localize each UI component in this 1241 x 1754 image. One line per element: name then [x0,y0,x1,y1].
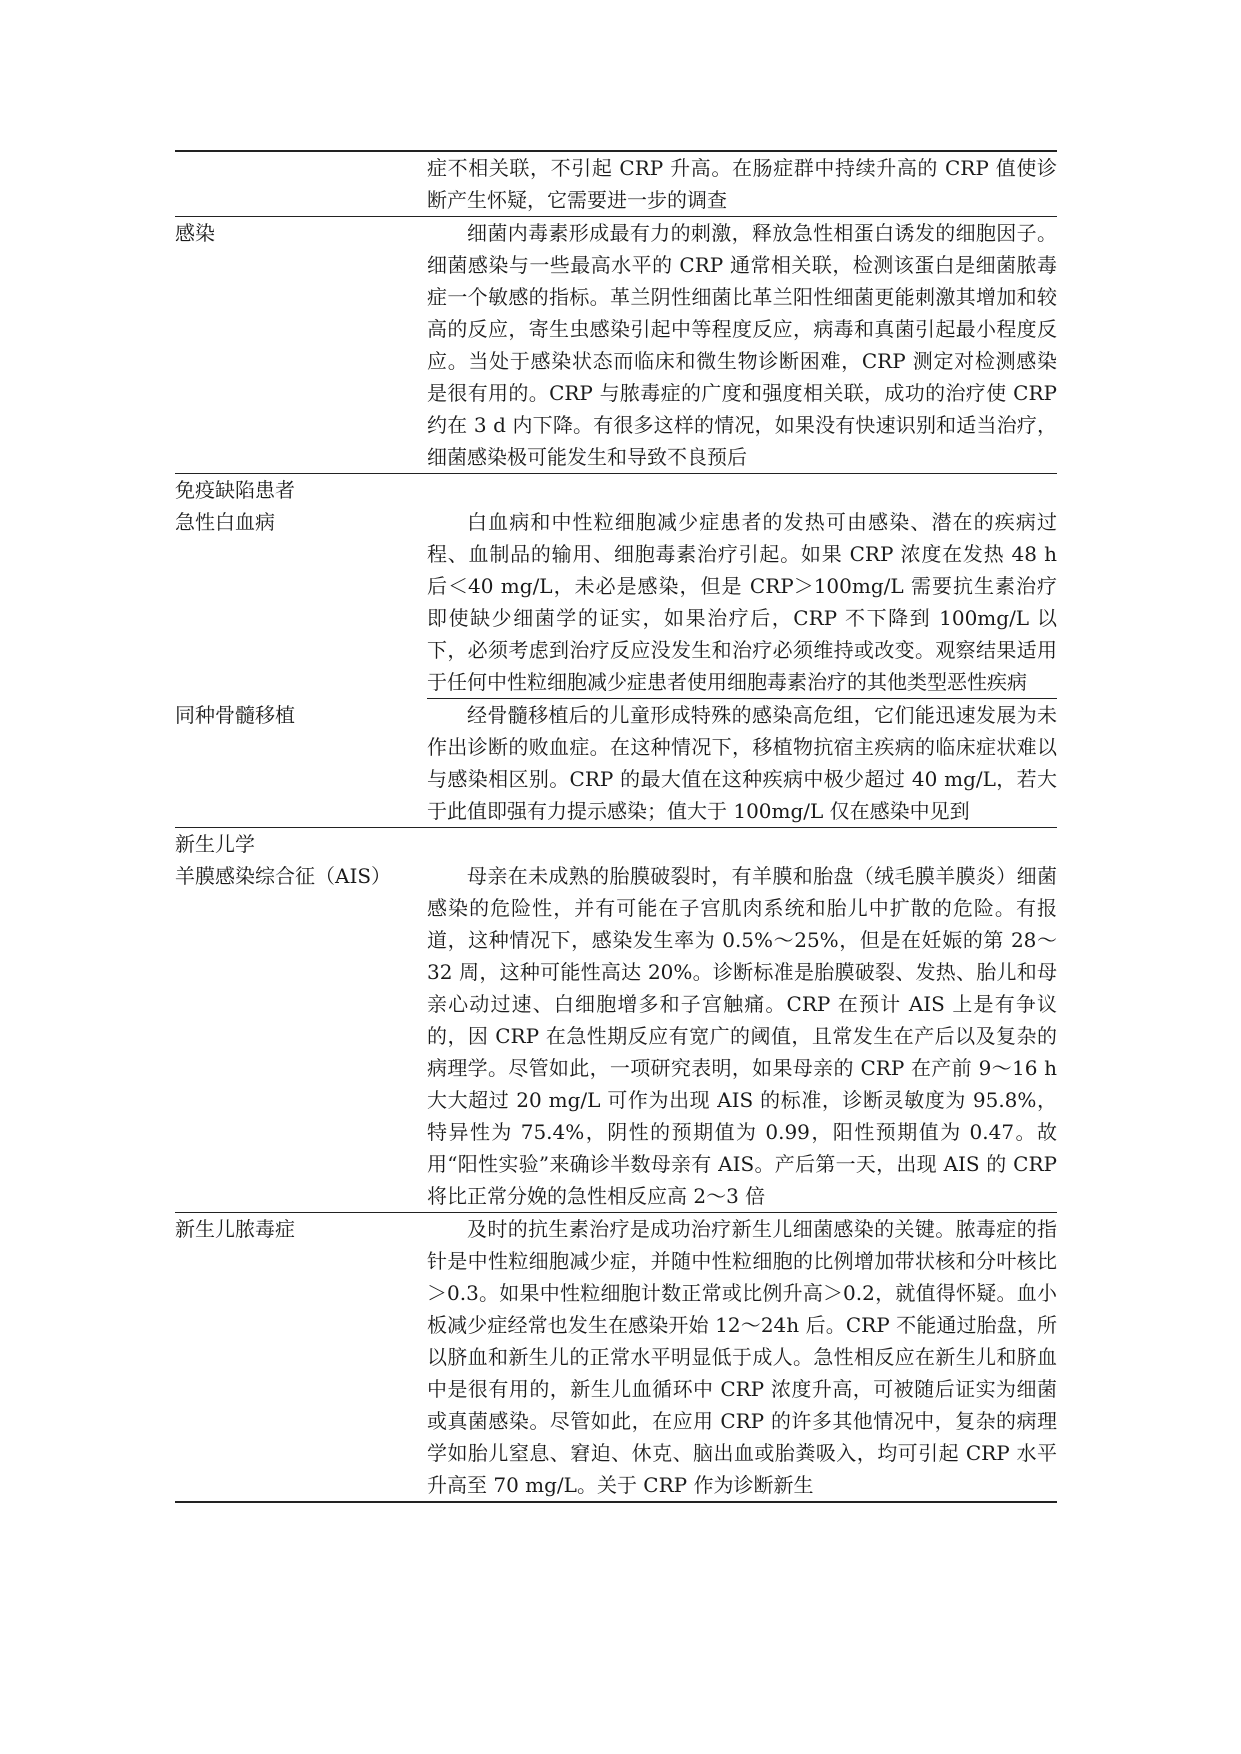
row-label-cell [175,1213,427,1503]
row-label: 感染 [175,221,215,245]
row-content-cell: 细菌内毒素形成最有力的刺激，释放急性相蛋白诱发的细胞因子。细菌感染与一些最高水平的 CRP 通常相关联，检测该蛋白是细菌脓毒症一个敏感的指标。革兰阴性细菌比革兰阳性细菌更能刺激其增加和较高的反应，寄生虫感染引起中等程度反应，病毒和真菌引起最小程度反应。当处于感染状态而临床和微生物诊断困难，CRP 测定对检测感染是很有用的。CRP 与脓毒症的广度和强度相关联，成功的治疗使 CRP 约在 3 d 内下降。有很多这样的情况，如果没有快速识别和适当治疗，细菌感染极可能发生和导致不良预后 [427,217,1057,474]
table-row [175,217,1057,474]
crp-clinical-table [175,150,1057,1503]
document-page [175,150,1057,1503]
row-sublabel: 羊膜感染综合征（AIS） [175,864,392,888]
row-label-cell [175,217,427,474]
row-label: 同种骨髓移植 [175,702,295,727]
row-content-cell: 及时的抗生素治疗是成功治疗新生儿细菌感染的关键。脓毒症的指针是中性粒细胞减少症，并随中性粒细胞的比例增加带状核和分叶核比＞0.3。如果中性粒细胞计数正常或比例升高＞0.2，就值得怀疑。血小板减少症经常也发生在感染开始 12～24h 后。CRP 不能通过胎盘，所以脐血和新生儿的正常水平明显低于成人。急性相反应在新生儿和脐血中是很有用的，新生儿血循环中 CRP 浓度升高，可被随后证实为细菌或真菌感染。尽管如此，在应用 CRP 的许多其他情况中，复杂的病理学如胎儿窒息、窘迫、休克、脑出血或胎粪吸入，均可引起 CRP 水平升高至 70 mg/L。关于 CRP 作为诊断新生 [427,1213,1057,1503]
row-content-cell: 经骨髓移植后的儿童形成特殊的感染高危组，它们能迅速发展为未作出诊断的败血症。在这种情况下，移植物抗宿主疾病的临床症状难以与感染相区别。CRP 的最大值在这种疾病中极少超过 40 mg/L，若大于此值即强有力提示感染；值大于 100mg/L 仅在感染中见到 [427,699,1057,828]
table-row [175,1213,1057,1503]
row-content-cell [427,474,1057,699]
row-label-cell [175,828,427,1213]
table-row [175,828,1057,1213]
row-label-cell [175,699,427,828]
row-sublabel: 急性白血病 [175,510,275,534]
table-row [175,699,1057,828]
table-row [175,151,1057,217]
row-label-cell [175,474,427,699]
row-label: 免疫缺陷患者 [175,478,295,502]
row-content-text: 白血病和中性粒细胞减少症患者的发热可由感染、潜在的疾病过程、血制品的输用、细胞毒素治疗引起。如果 CRP 浓度在发热 48 h 后＜40 mg/L，未必是感染，但是 CRP＞100mg/L 需要抗生素治疗即使缺少细菌学的证实，如果治疗后，CRP 不下降到 100mg/L 以下，必须考虑到治疗反应没发生和治疗必须维持或改变。观察结果适用于任何中性粒细胞减少症患者使用细胞毒素治疗的其他类型恶性疾病 [427,510,1057,694]
row-content-text: 母亲在未成熟的胎膜破裂时，有羊膜和胎盘（绒毛膜羊膜炎）细菌感染的危险性，并有可能在子宫肌肉系统和胎儿中扩散的危险。有报道，这种情况下，感染发生率为 0.5%～25%，但是在妊娠的第 28～32 周，这种可能性高达 20%。诊断标准是胎膜破裂、发热、胎儿和母亲心动过速、白细胞增多和子宫触痛。CRP 在预计 AIS 上是有争议的，因 CRP 在急性期反应有宽广的阈值，且常发生在产后以及复杂的病理学。尽管如此，一项研究表明，如果母亲的 CRP 在产前 9～16 h 大大超过 20 mg/L 可作为出现 AIS 的标准，诊断灵敏度为 95.8%，特异性为 75.4%，阴性的预期值为 0.99，阳性预期值为 0.47。故用“阳性实验”来确诊半数母亲有 AIS。产后第一天，出现 AIS 的 CRP 将比正常分娩的急性相反应高 2～3 倍 [427,864,1057,1208]
table-row [175,474,1057,699]
row-label: 新生儿脓毒症 [175,1217,295,1241]
row-label-cell [175,151,427,217]
row-content-cell [427,828,1057,1213]
row-label: 新生儿学 [175,832,255,856]
row-content-cell: 症不相关联，不引起 CRP 升高。在肠症群中持续升高的 CRP 值使诊断产生怀疑，它需要进一步的调查 [427,151,1057,217]
